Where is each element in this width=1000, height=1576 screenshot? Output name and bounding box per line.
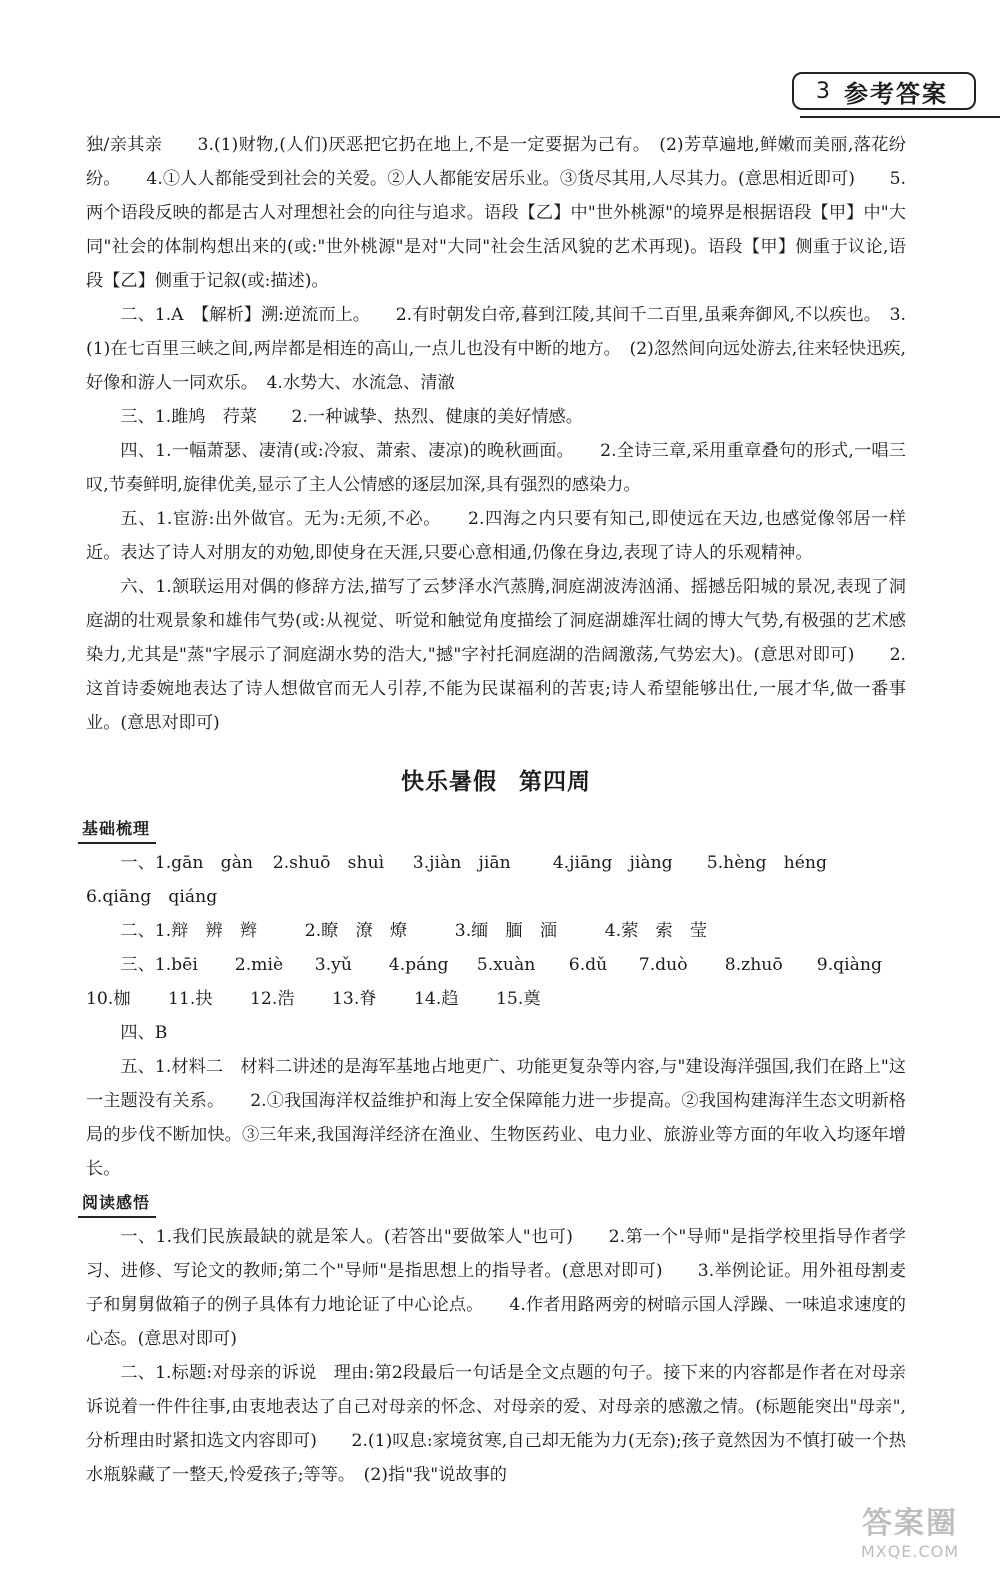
- pinyin-item: 9.qiàng: [816, 955, 882, 975]
- pinyin-item: 1.bēi: [154, 955, 198, 975]
- char-item: 14.趋: [414, 989, 459, 1009]
- pinyin-item: 5.xuàn: [476, 955, 536, 975]
- week3-answer-5: 五、1.宦游:出外做官。无为:无须,不必。 2.四海之内只要有知己,即使远在天边,也感觉像邻居一样近。表达了诗人对朋友的劝勉,即使身在天涯,只要心意相通,仍像在身边,表现了诗人的乐观精神。: [86, 509, 906, 563]
- week3-answer-2: 二、1.A 【解析】溯:逆流而上。 2.有时朝发白帝,暮到江陵,其间千二百里,虽乘奔御风,不以疾也。 3.(1)在七百里三峡之间,两岸都是相连的高山,一点儿也没有中断的地方。 (2)忽然间向远处游去,往来轻快迅疾,好像和游人一同欢乐。 4.水势大、水流急、清澈: [86, 305, 906, 393]
- basics-q1-label: 一、: [120, 853, 155, 873]
- basics-q3-row: [86, 948, 906, 982]
- basics-q2-label: 二、: [120, 921, 155, 941]
- pinyin-item: 2.shuō shuì: [272, 853, 385, 873]
- char-item: 1.辩 辨 辫: [154, 921, 258, 941]
- page-number: 3: [816, 78, 830, 104]
- basics-q4: 四、B: [120, 1023, 168, 1043]
- char-item: 11.抉: [168, 989, 213, 1009]
- pinyin-item: 2.miè: [234, 955, 284, 975]
- char-item: 12.浩: [250, 989, 295, 1009]
- week4-title-part1: 快乐暑假: [401, 769, 497, 795]
- basics-q3-label: 三、: [120, 955, 155, 975]
- week3-answer-6: 六、1.颔联运用对偶的修辞方法,描写了云梦泽水汽蒸腾,洞庭湖波涛汹涌、摇撼岳阳城的景况,表现了洞庭湖的壮观景象和雄伟气势(或:从视觉、听觉和触觉角度描绘了洞庭湖雄浑壮阔的博大气势,有极强的艺术感染力,尤其是"蒸"字展示了洞庭湖水势的浩大,"撼"字衬托洞庭湖的浩阔激荡,气势宏大)。(意思对即可) 2.这首诗委婉地表达了诗人想做官而无人引荐,不能为民谋福利的苦衷;诗人希望能够出仕,一展才华,做一番事业。(意思对即可): [86, 577, 906, 733]
- pinyin-item: 4.páng: [388, 955, 449, 975]
- pinyin-item: 8.zhuō: [724, 955, 783, 975]
- watermark-logo-text: 答案圈: [862, 1506, 958, 1541]
- char-item: 2.瞭 潦 燎: [304, 921, 408, 941]
- basics-q3-row-2: [86, 982, 906, 1016]
- pinyin-item: 4.jiāng jiàng: [552, 853, 673, 873]
- basics-q1-row: [86, 846, 906, 880]
- page-header: [0, 0, 1000, 120]
- answer-tab: [792, 72, 976, 110]
- reading-q2: 二、1.标题:对母亲的诉说 理由:第2段最后一句话是全文点题的句子。接下来的内容都是作者在对母亲诉说着一件件往事,由衷地表达了自己对母亲的怀念、对母亲的爱、对母亲的感激之情。(标题能突出"母亲",分析理由时紧扣选文内容即可) 2.(1)叹息:家境贫寒,自己却无能为力(无奈);孩子竟然因为不慎打破一个热水瓶躲藏了一整天,怜爱孩子;等等。 (2)指"我"说故事的: [86, 1363, 906, 1485]
- char-item: 4.萦 索 莹: [604, 921, 708, 941]
- week3-answer-3: 三、1.雎鸠 荇菜 2.一种诚挚、热烈、健康的美好情感。: [120, 407, 583, 427]
- pinyin-item: 5.hèng héng: [706, 853, 827, 873]
- reading-heading: 阅读感悟: [78, 1190, 156, 1218]
- week3-answer-1: 独/亲其亲 3.(1)财物,(人们)厌恶把它扔在地上,不是一定要据为己有。 (2)芳草遍地,鲜嫩而美丽,落花纷纷。 4.①人人都能受到社会的关爱。②人人都能安居乐业。③货尽其用,人尽其力。(意思相近即可) 5.两个语段反映的都是古人对理想社会的向往与追求。语段【乙】中"世外桃源"的境界是根据语段【甲】中"大同"社会的体制构想出来的(或:"世外桃源"是对"大同"社会生活风貌的艺术再现)。语段【甲】侧重于议论,语段【乙】侧重于记叙(或:描述)。: [86, 135, 906, 291]
- pinyin-item: 3.yǔ: [314, 955, 352, 975]
- basics-heading: 基础梳理: [78, 816, 156, 844]
- char-item: 3.缅 腼 湎: [454, 921, 558, 941]
- pinyin-item: 1.gān gàn: [154, 853, 254, 873]
- reading-q1: 一、1.我们民族最缺的就是笨人。(若答出"要做笨人"也可) 2.第一个"导师"是指学校里指导作者学习、进修、写论文的教师;第二个"导师"是指思想上的指导者。(意思对即可) 3.举例论证。用外祖母割麦子和舅舅做箱子的例子具体有力地论证了中心论点。 4.作者用路两旁的树暗示国人浮躁、一味追求速度的心态。(意思对即可): [86, 1227, 906, 1349]
- pinyin-item: 3.jiàn jiān: [412, 853, 511, 873]
- site-watermark: [830, 1506, 990, 1566]
- week4-title-part2: 第四周: [519, 769, 591, 795]
- pinyin-item: 6.qiāng qiáng: [86, 887, 218, 907]
- week4-title: [86, 762, 906, 802]
- pinyin-item: 6.dǔ: [568, 955, 608, 975]
- char-item: 13.脊: [332, 989, 377, 1009]
- header-rule: [800, 116, 1000, 118]
- char-item: 15.奠: [496, 989, 541, 1009]
- char-item: 10.枷: [86, 989, 131, 1009]
- watermark-url: MXQE.COM: [860, 1542, 960, 1561]
- pinyin-item: 7.duò: [638, 955, 688, 975]
- answer-content: [82, 128, 906, 1492]
- week3-answer-4: 四、1.一幅萧瑟、凄清(或:冷寂、萧索、凄凉)的晚秋画面。 2.全诗三章,采用重章叠句的形式,一唱三叹,节奏鲜明,旋律优美,显示了主人公情感的逐层加深,具有强烈的感染力。: [86, 441, 906, 495]
- answer-tab-label: 参考答案: [844, 79, 948, 108]
- basics-q2-row: [86, 914, 906, 948]
- basics-q5: 五、1.材料二 材料二讲述的是海军基地占地更广、功能更复杂等内容,与"建设海洋强国,我们在路上"这一主题没有关系。 2.①我国海洋权益维护和海上安全保障能力进一步提高。②我国构建海洋生态文明新格局的步伐不断加快。③三年来,我国海洋经济在渔业、生物医药业、电力业、旅游业等方面的年收入均逐年增长。: [86, 1057, 906, 1179]
- basics-q1-row-2: [86, 880, 906, 914]
